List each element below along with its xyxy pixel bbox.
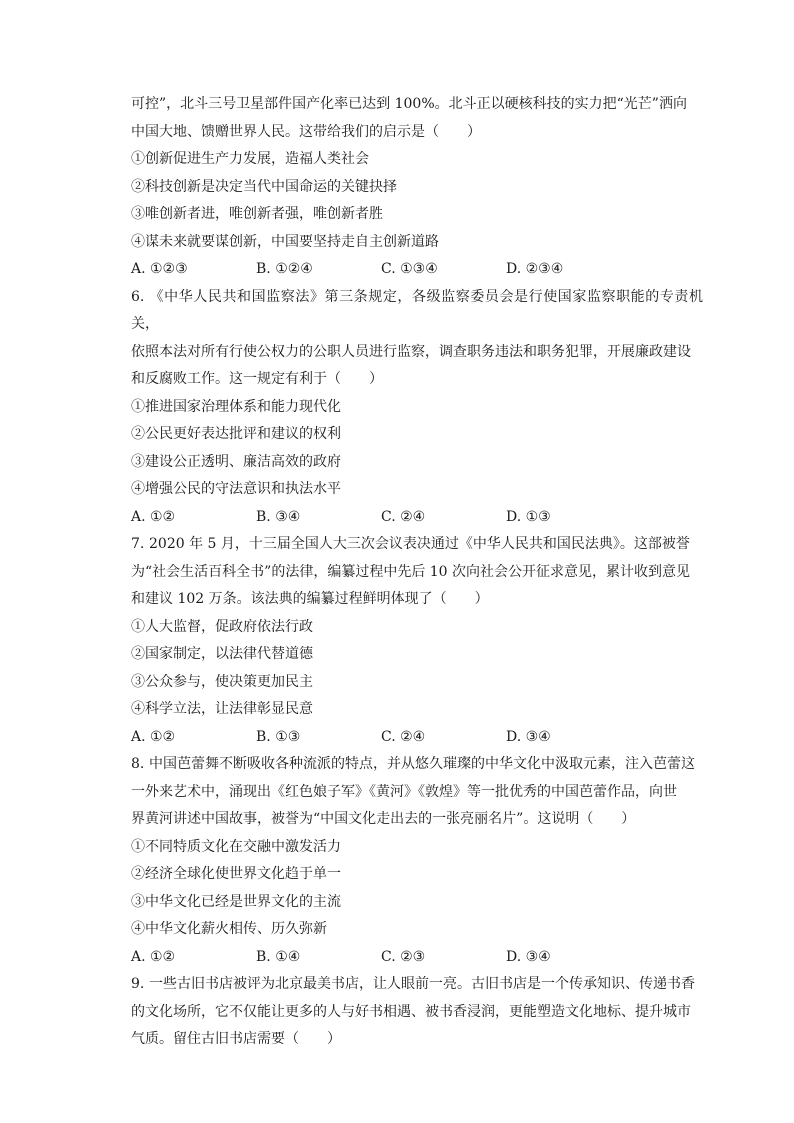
question-8-number: 8. (131, 756, 145, 772)
question-8-stem-line-1 (131, 751, 703, 779)
question-8-option-3: ③中华文化已经是世界文化的主流 (131, 893, 341, 910)
question-8-stem-line-3: 界黄河讲述中国故事，被誉为“中国文化走出去的一张亮丽名片”。这说明（ ） (131, 811, 636, 827)
page-content (131, 91, 703, 1054)
question-9 (131, 971, 703, 1054)
question-6-stem-line-1 (131, 284, 703, 339)
question-6-option-2: ②公民更好表达批评和建议的权利 (131, 426, 341, 442)
question-5-option-2: ②科技创新是决定当代中国命运的关键抉择 (131, 178, 397, 195)
question-8-choice-b: B. ①④ (256, 948, 301, 965)
question-6-stem-line-2: 依照本法对所有行使公权力的公职人员进行监察，调查职务违法和职务犯罪，开展廉政建设 (131, 343, 691, 360)
question-7 (131, 531, 703, 751)
question-5-stem-line-1: 可控”，北斗三号卫星部件国产化率已达到 100%。北斗正以硬核科技的实力把“光芒”洒向 (131, 96, 687, 112)
question-8-choice-a: A. ①② (131, 948, 176, 965)
question-8-choices (131, 944, 703, 972)
question-6 (131, 284, 703, 532)
question-9-stem-line-3: 气质。留住古旧书店需要（ ） (131, 1031, 341, 1047)
question-5 (131, 91, 703, 284)
question-6-choice-d: D. ①③ (506, 508, 551, 525)
question-6-choice-a: A. ①② (131, 508, 176, 525)
question-7-number: 7. (131, 536, 145, 552)
question-5-choice-b: B. ①②④ (256, 261, 313, 277)
question-5-choice-c: C. ①③④ (381, 261, 438, 277)
question-7-stem-line-3: 和建议 102 万条。该法典的编纂过程鲜明体现了（ ） (131, 591, 489, 607)
question-7-stem-text-1: 2020 年 5 月，十三届全国人大三次会议表决通过《中华人民共和国民法典》。这部被誉 (149, 536, 690, 552)
question-9-stem-text-1: 一些古旧书店被评为北京最美书店，让人眼前一亮。古旧书店是一个传承知识、传递书香 (149, 976, 695, 992)
question-7-option-3: ③公众参与，使决策更加民主 (131, 673, 313, 690)
question-5-stem-line-2: 中国大地、馈赠世界人民。这带给我们的启示是（ ） (131, 123, 481, 140)
question-8-choice-d: D. ③④ (506, 948, 551, 965)
question-9-number: 9. (131, 976, 145, 992)
question-7-option-2: ②国家制定，以法律代替道德 (131, 646, 313, 662)
question-8-option-4: ④中华文化薪火相传、历久弥新 (131, 921, 327, 937)
question-5-option-4: ④谋未来就要谋创新，中国要坚持走自主创新道路 (131, 233, 439, 250)
question-7-choice-b: B. ①③ (256, 728, 301, 745)
question-5-choices (131, 256, 703, 284)
question-5-option-1: ①创新促进生产力发展，造福人类社会 (131, 151, 369, 167)
question-5-option-3: ③唯创新者进，唯创新者强，唯创新者胜 (131, 206, 383, 222)
question-9-stem-line-1 (131, 971, 703, 999)
question-7-choices (131, 724, 703, 752)
question-9-stem-line-2: 的文化场所，它不仅能让更多的人与好书相遇、被书香浸润，更能塑造文化地标、提升城市 (131, 1003, 691, 1020)
question-8-stem-text-1: 中国芭蕾舞不断吸收各种流派的特点，并从悠久璀璨的中华文化中汲取元素，注入芭蕾这 (149, 756, 695, 772)
question-8-option-1: ①不同特质文化在交融中激发活力 (131, 838, 341, 855)
question-7-choice-a: A. ①② (131, 728, 176, 745)
question-6-choices (131, 504, 703, 532)
question-8-option-2: ②经济全球化使世界文化趋于单一 (131, 866, 341, 882)
question-7-stem-line-1 (131, 531, 703, 559)
question-7-choice-d: D. ③④ (506, 728, 551, 745)
question-8-stem-line-2: 一外来艺术中，涌现出《红色娘子军》《黄河》《敦煌》等一批优秀的中国芭蕾作品，向世 (131, 783, 677, 800)
question-5-choice-a: A. ①②③ (131, 261, 188, 277)
question-6-choice-c: C. ②④ (381, 508, 426, 525)
question-8 (131, 751, 703, 971)
question-6-stem-line-3: 和反腐败工作。这一规定有利于（ ） (131, 371, 383, 387)
question-7-choice-c: C. ②④ (381, 728, 426, 745)
question-6-option-4: ④增强公民的守法意识和执法水平 (131, 481, 341, 497)
question-6-number: 6. (131, 288, 145, 305)
question-6-stem-text-1: 《中华人民共和国监察法》第三条规定，各级监察委员会是行使国家监察职能的专责机关， (131, 288, 703, 332)
question-5-choice-d: D. ②③④ (506, 261, 564, 277)
question-7-option-1: ①人大监督，促政府依法行政 (131, 618, 313, 635)
question-7-stem-line-2: 为“社会生活百科全书”的法律，编纂过程中先后 10 次向社会公开征求意见，累计收到意见 (131, 563, 691, 580)
question-6-option-1: ①推进国家治理体系和能力现代化 (131, 398, 341, 415)
question-8-choice-c: C. ②③ (381, 948, 426, 965)
question-6-option-3: ③建设公正透明、廉洁高效的政府 (131, 453, 341, 470)
question-7-option-4: ④科学立法，让法律彰显民意 (131, 701, 313, 717)
question-6-choice-b: B. ③④ (256, 508, 301, 525)
